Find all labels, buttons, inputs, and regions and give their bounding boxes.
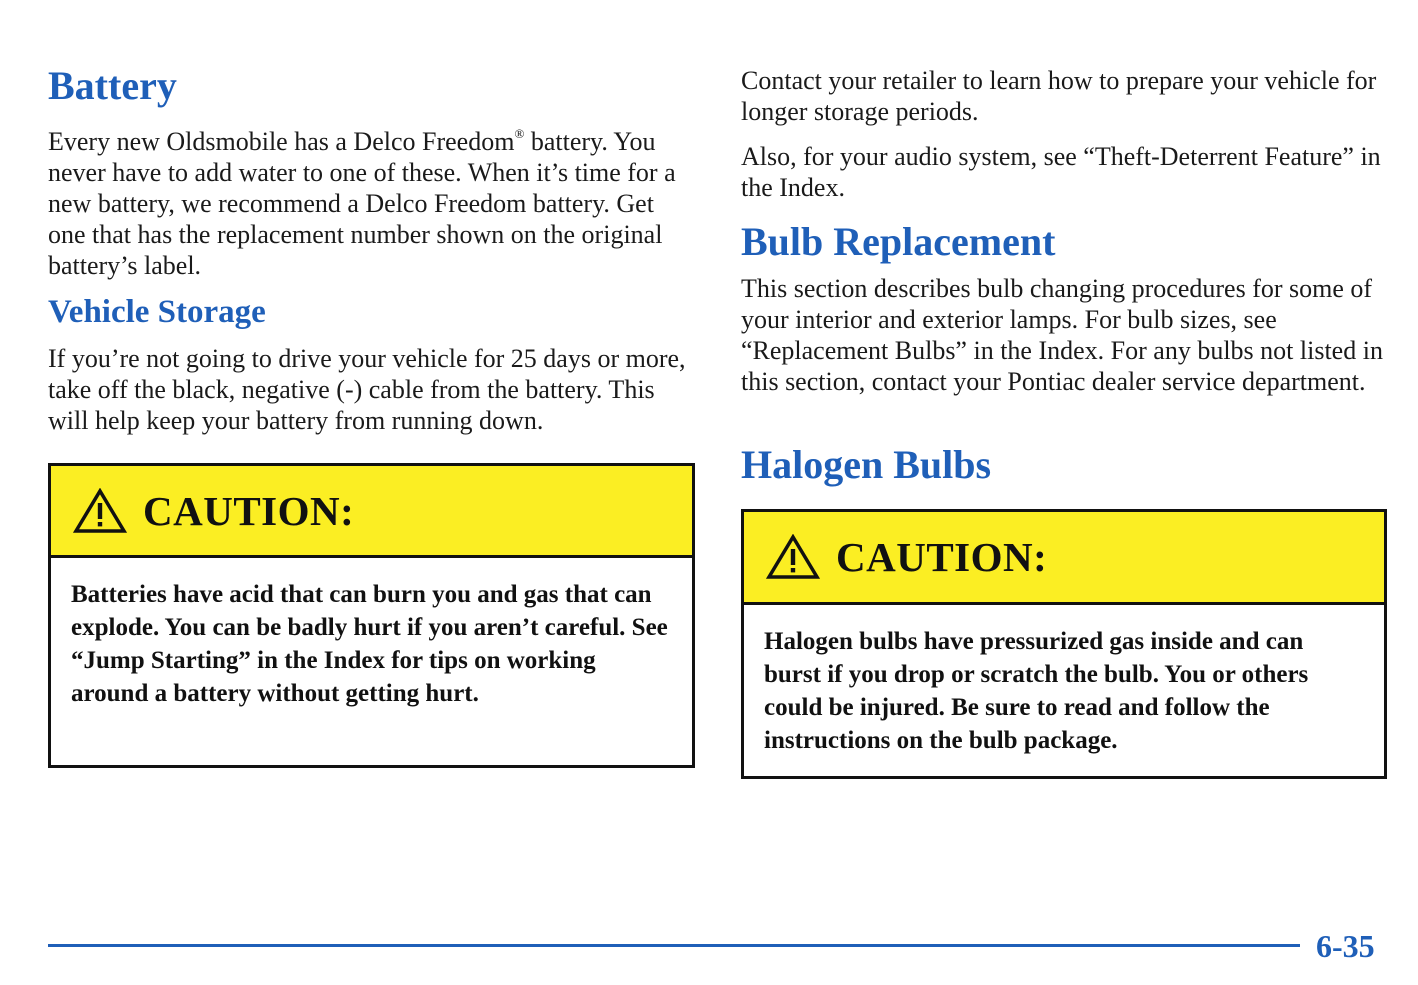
warning-triangle-icon xyxy=(73,488,127,534)
battery-caution-box xyxy=(48,463,695,768)
vehicle-storage-heading: Vehicle Storage xyxy=(48,294,266,330)
bulb-replacement-paragraph: This section describes bulb changing procedures for some of your interior and exterior lamps. For bulb sizes, see “Replacement Bulbs” in the Index. For any bulbs not listed in this section, contact your Pontiac dealer service department. xyxy=(741,274,1383,396)
audio-system-paragraph: Also, for your audio system, see “Theft-Deterrent Feature” in the Index. xyxy=(741,142,1381,202)
vehicle-storage-paragraph: If you’re not going to drive your vehicle for 25 days or more, take off the black, negative (-) cable from the battery. This will help keep your battery from running down. xyxy=(48,344,686,435)
battery-paragraph xyxy=(48,118,688,281)
caution-label: CAUTION: xyxy=(143,487,355,534)
caution-text: Halogen bulbs have pressurized gas inside and can burst if you drop or scratch the bulb. You or others could be injured. Be sure to read and follow the instructions on the bulb package. xyxy=(764,628,1309,754)
storage-continued-paragraph: Contact your retailer to learn how to prepare your vehicle for longer storage periods. xyxy=(741,66,1377,126)
caution-label: CAUTION: xyxy=(836,534,1048,580)
caution-header xyxy=(744,512,1384,605)
halogen-bulbs-heading: Halogen Bulbs xyxy=(741,442,992,487)
bulb-replacement-heading: Bulb Replacement xyxy=(741,219,1056,264)
halogen-caution-box xyxy=(741,509,1387,779)
page-number: 6-35 xyxy=(1316,928,1375,964)
caution-header xyxy=(51,466,692,558)
warning-triangle-icon xyxy=(766,534,820,580)
battery-heading: Battery xyxy=(48,63,177,108)
battery-text-a: Every new Oldsmobile has a Delco Freedom xyxy=(48,127,515,156)
battery-text-b: battery. You never have to add water to one of these. When it’s time for a new battery, we recommend a Delco Freedom battery. Get one that has the replacement number shown on the original battery’s label. xyxy=(48,127,676,280)
caution-text: Batteries have acid that can burn you and gas that can explode. You can be badly hurt if you aren’t careful. See “Jump Starting” in the Index for tips on working around a battery without getting hurt. xyxy=(71,581,668,707)
footer-rule xyxy=(48,944,1300,947)
registered-mark: ® xyxy=(514,126,525,141)
